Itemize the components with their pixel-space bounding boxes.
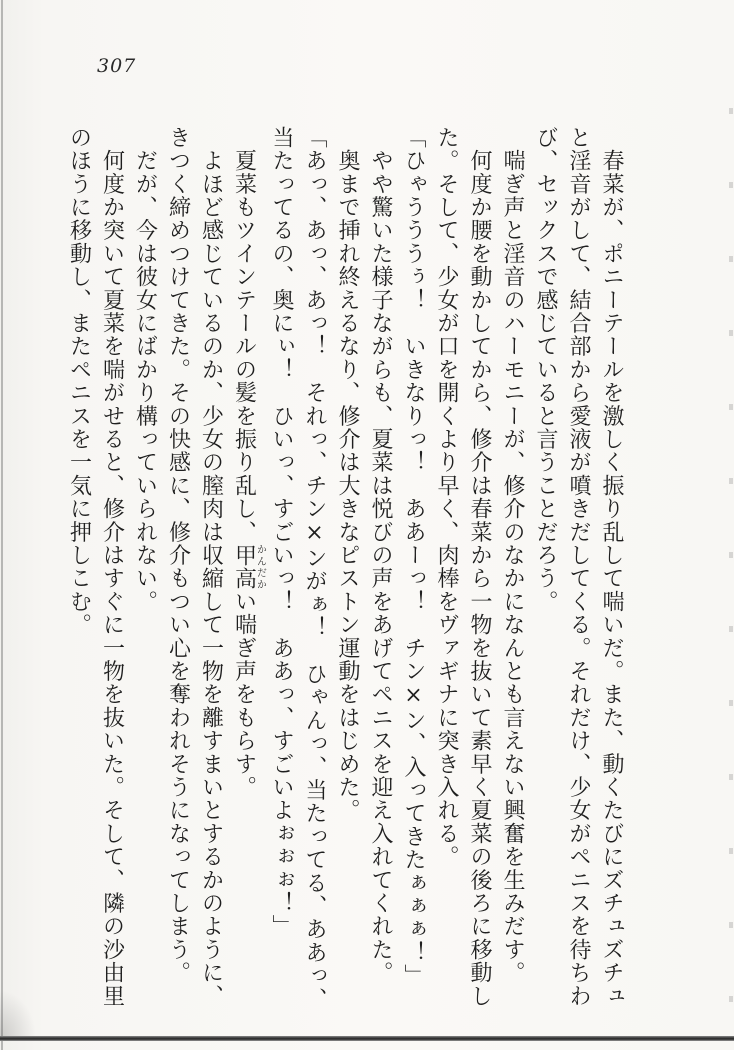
text-column: 「ひゃうううぅ！ いきなりっ！ ああーっ！ チン×ン、入ってきたぁぁぁ！」	[401, 126, 426, 988]
text-column: 春菜が、ポニーテールを激しく振り乱して喘いだ。また、動くたびにズチュズチュ	[599, 126, 624, 1008]
text-column: のほうに移動し、またペニスを一気に押しこむ。	[66, 126, 92, 637]
left-scan-edge	[1, 0, 3, 1050]
text-column-with-furigana	[228, 126, 266, 1012]
corner-smudge	[0, 990, 36, 1036]
bottom-scan-edge	[0, 1036, 734, 1041]
page-number: 307	[97, 55, 137, 77]
text-column: 当たってるの、奥にぃ！ ひいっ、すごいっ！ ああっ、すごいよぉぉぉ！」	[269, 126, 294, 938]
text-column: だが、今は彼女にばかり構っていられない。	[132, 126, 158, 614]
text-column: び、セックスで感じていると言うことだろう。	[533, 126, 558, 614]
right-scan-artifacts	[729, 40, 733, 1020]
ruby-base: 甲高	[231, 543, 257, 591]
text-column: 奥まで挿れ終えるなり、修介は大きなピストン運動をはじめた。	[335, 126, 360, 822]
text-column: 何度か腰を動かしてから、修介は春菜から一物を抜いて素早く夏菜の後ろに移動し	[467, 126, 492, 1008]
text-column: 「あっ、あっ、あっ！ それっ、チン×ンがぁ！ ひゃんっ、当たってる、ああっ、	[302, 126, 327, 1011]
body-text	[63, 126, 629, 1012]
text-column: きつく締めつけてきた。その快感に、修介もつい心を奪われそうになってしまう。	[165, 126, 191, 985]
text-column: やや驚いた様子ながらも、夏菜は悦びの声をあげてペニスを迎え入れてくれた。	[368, 126, 393, 985]
text-column: と淫音がして、結合部から愛液が噴きだしてくる。それだけ、少女がペニスを待ちわ	[566, 126, 591, 1008]
ruby-text: かんだか	[254, 543, 266, 591]
text-column: よほど感じているのか、少女の膣肉は収縮して一物を離すまいとするかのように、	[198, 126, 224, 1008]
text-segment: 夏菜もツインテールの髪を振り乱し、	[231, 126, 257, 544]
text-column: 何度か突いて夏菜を喘がせると、修介はすぐに一物を抜いた。そして、隣の沙由里	[99, 126, 125, 1008]
furigana-ruby	[231, 543, 266, 591]
text-column: 喘ぎ声と淫音のハーモニーが、修介のなかになんとも言えない興奮を生みだす。	[500, 126, 525, 985]
text-segment: い喘ぎ声をもらす。	[231, 590, 257, 799]
text-column: た。そして、少女が口を開くより早く、肉棒をヴァギナに突き入れる。	[434, 126, 459, 869]
